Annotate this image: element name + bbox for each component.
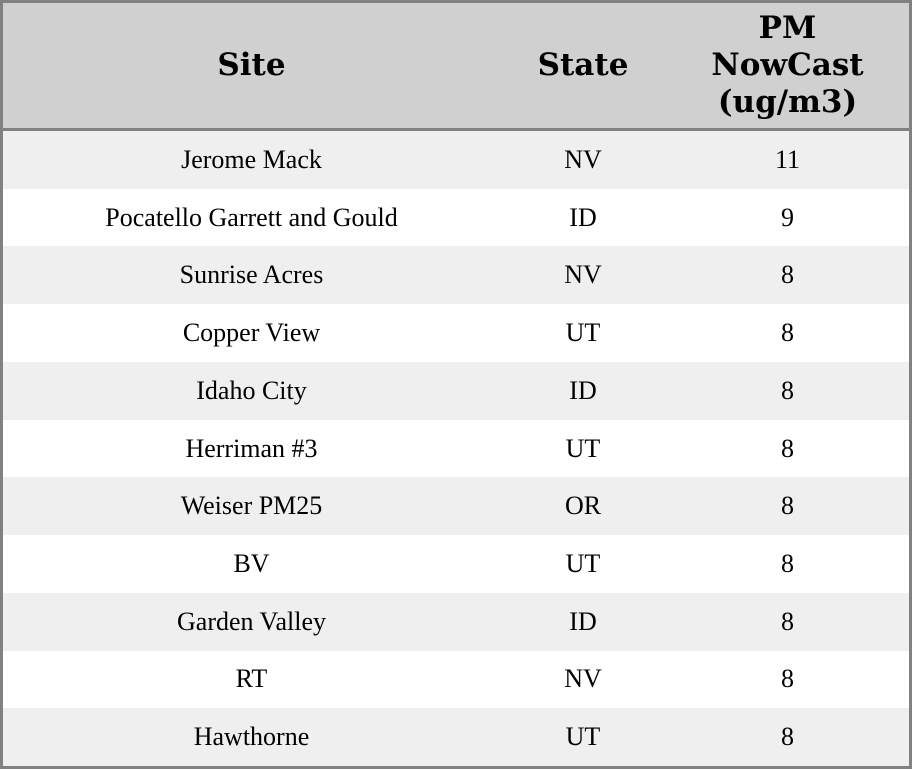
site-cell: Weiser PM25 [180,491,323,521]
pm-nowcast-header-label: PM NowCast (ug/m3) [711,10,864,120]
site-cell: Garden Valley [177,606,326,636]
pm-nowcast-cell: 11 [774,144,801,174]
table-header-row [3,3,909,131]
table-body [3,131,909,766]
table-row [3,708,909,766]
state-cell: ID [569,606,597,636]
site-cell: Jerome Mack [181,144,322,174]
pm-nowcast-cell: 8 [781,433,794,463]
table-row [3,131,909,189]
table-row [3,535,909,593]
pm-nowcast-cell: 8 [781,664,794,694]
state-cell: UT [565,722,601,752]
pm-nowcast-cell: 9 [781,202,794,232]
table-row [3,246,909,304]
state-cell: NV [564,260,602,290]
column-header-state: State [537,47,629,83]
column-header-pm-nowcast [666,10,909,121]
pm-nowcast-cell: 8 [781,260,794,290]
table-row [3,304,909,362]
state-cell: ID [569,202,597,232]
table-row [3,420,909,478]
site-cell: Pocatello Garrett and Gould [105,202,398,232]
pm-nowcast-cell: 8 [781,722,794,752]
state-cell: UT [565,318,601,348]
table-row [3,362,909,420]
site-cell: Herriman #3 [185,433,318,463]
state-cell: NV [564,664,602,694]
pm-nowcast-cell: 8 [781,606,794,636]
site-cell: Copper View [182,318,321,348]
site-cell: BV [233,549,270,578]
table-row [3,651,909,709]
pm-nowcast-cell: 8 [781,318,794,348]
state-cell: NV [564,144,602,174]
state-cell: UT [565,549,601,578]
state-cell: ID [569,375,597,405]
pm-nowcast-cell: 8 [781,491,794,521]
site-cell: Idaho City [196,375,307,405]
table-row [3,189,909,247]
column-header-site: Site [217,47,286,83]
table-row [3,593,909,651]
pm-nowcast-cell: 8 [781,375,794,405]
table-row [3,477,909,535]
state-cell: UT [565,433,601,463]
site-cell: Sunrise Acres [179,260,324,290]
pm-nowcast-cell: 8 [781,549,794,578]
site-cell: Hawthorne [193,722,310,752]
state-cell: OR [564,491,602,521]
site-cell: RT [235,664,268,694]
